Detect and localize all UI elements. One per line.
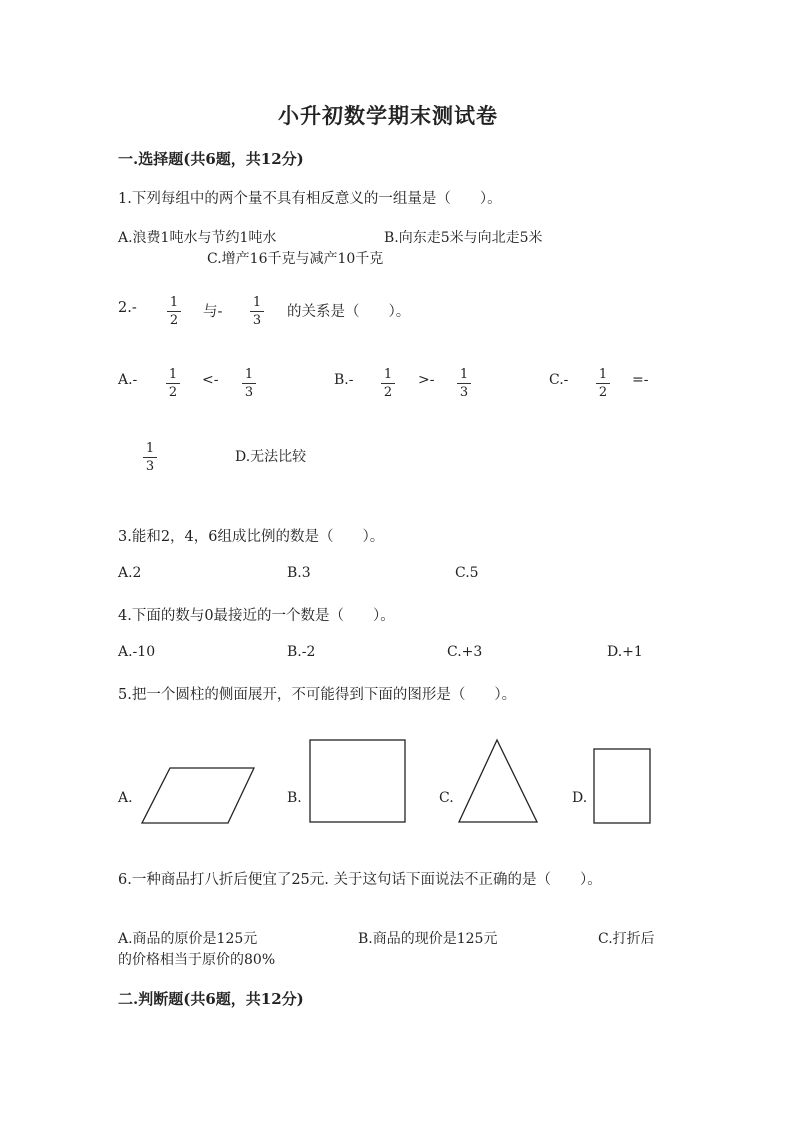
question-6-option-b: B.商品的现价是125元 [358,931,498,947]
question-6-option-c: C.打折后 [598,931,655,947]
fraction-numerator: 1 [459,367,469,382]
question-3-option-c: C.5 [455,565,479,581]
fraction-denominator: 2 [383,385,393,400]
question-3-option-b: B.3 [287,565,311,581]
rectangle-shape [592,747,652,825]
question-2-option-b-label: B.- [334,372,354,388]
parallelogram-shape [140,766,260,826]
fraction-one-half [166,368,180,399]
fraction-numerator: 1 [383,367,393,382]
fraction-one-third [242,368,256,399]
question-4-option-d: D.+1 [607,644,643,660]
fraction-bar [166,383,180,384]
fraction-bar [457,383,471,384]
question-6-option-a: A.商品的原价是125元 [118,931,258,947]
triangle-shape [457,738,541,824]
question-4-option-a: A.-10 [118,644,156,660]
question-2-prefix: 2.- [118,300,137,316]
question-4-option-b: B.-2 [287,644,316,660]
fraction-numerator: 1 [252,295,262,310]
question-4-option-c: C.+3 [447,644,483,660]
question-2-option-a-operator: <- [202,372,219,388]
fraction-one-half [596,368,610,399]
question-2-option-c-label: C.- [549,372,569,388]
fraction-numerator: 1 [145,441,155,456]
fraction-denominator: 3 [252,313,262,328]
question-5-stem: 5.把一个圆柱的侧面展开，不可能得到下面的图形是（ ）。 [118,687,517,703]
question-2-option-c-operator: =- [632,372,649,388]
question-3-option-a: A.2 [118,565,142,581]
question-1-option-b: B.向东走5米与向北走5米 [384,230,543,246]
question-2-mid: 与- [203,304,223,320]
fraction-denominator: 2 [598,385,608,400]
question-4-stem: 4.下面的数与0最接近的一个数是（ ）。 [118,608,395,624]
fraction-bar [381,383,395,384]
fraction-denominator: 3 [459,385,469,400]
fraction-numerator: 1 [169,295,179,310]
section-heading-choice: 一.选择题(共6题，共12分) [118,150,304,168]
question-2-option-d: D.无法比较 [235,449,307,465]
fraction-bar [596,383,610,384]
question-1-option-c: C.增产16千克与减产10千克 [207,251,384,267]
fraction-denominator: 2 [168,385,178,400]
question-6-stem: 6.一种商品打八折后便宜了25元. 关于这句话下面说法不正确的是（ ）。 [118,872,602,888]
section-heading-judgement: 二.判断题(共6题，共12分) [118,990,304,1008]
fraction-numerator: 1 [168,367,178,382]
fraction-bar [143,457,157,458]
question-5-option-a-label: A. [118,790,133,806]
fraction-bar [250,311,264,312]
fraction-numerator: 1 [598,367,608,382]
question-2-option-b-operator: >- [418,372,435,388]
question-2-suffix: 的关系是（ ）。 [287,304,411,320]
question-1-option-a: A.浪费1吨水与节约1吨水 [118,230,277,246]
fraction-bar [242,383,256,384]
question-3-stem: 3.能和2，4，6组成比例的数是（ ）。 [118,529,385,545]
rectangle-shape [308,738,408,824]
question-5-option-c-label: C. [439,790,454,806]
question-2-option-a-label: A.- [118,372,138,388]
question-5-option-d-label: D. [572,790,588,806]
fraction-denominator: 3 [244,385,254,400]
fraction-one-third [143,442,157,473]
fraction-bar [167,311,181,312]
fraction-one-half [381,368,395,399]
fraction-denominator: 3 [145,459,155,474]
page-title: 小升初数学期末测试卷 [278,103,498,128]
question-1-stem: 1.下列每组中的两个量不具有相反意义的一组量是（ ）。 [118,191,502,207]
fraction-numerator: 1 [244,367,254,382]
fraction-one-third [250,296,264,327]
question-5-option-b-label: B. [287,790,302,806]
fraction-one-half [167,296,181,327]
fraction-denominator: 2 [169,313,179,328]
fraction-one-third [457,368,471,399]
question-6-option-c-continuation: 的价格相当于原价的80% [118,952,276,968]
